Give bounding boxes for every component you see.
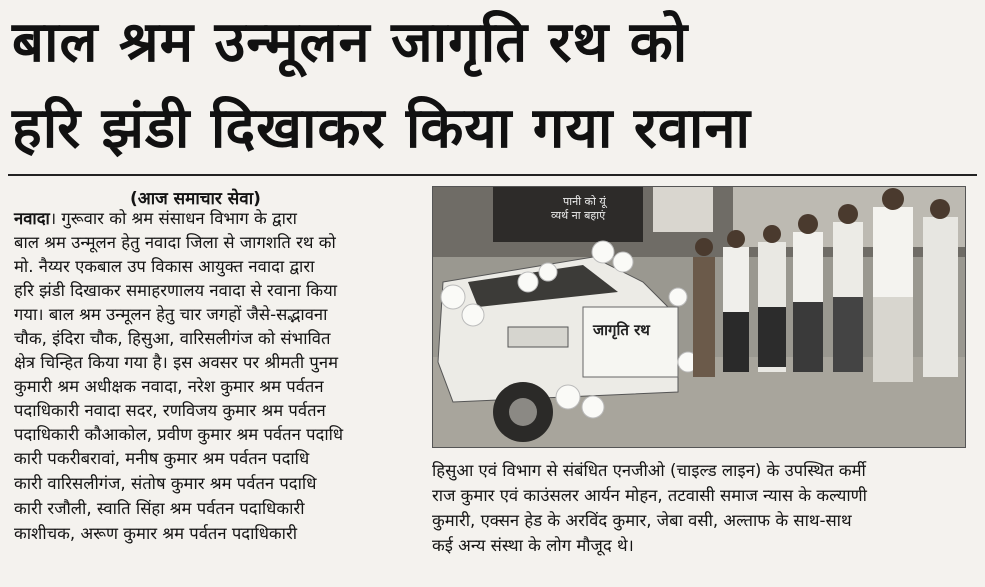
wall-text-2: व्यर्थ ना बहाएं — [551, 209, 606, 222]
news-credit: (आज समाचार सेवा) — [130, 189, 261, 209]
article-line: राज कुमार एवं काउंसलर आर्यन मोहन, तटवासी समाज न्यास के कल्याणी — [432, 486, 867, 505]
article-line: हिसुआ एवं विभाग से संबंधित एनजीओ (चाइल्ड लाइन) के उपस्थित कर्मी — [432, 461, 866, 480]
article-line: कुमारी, एक्सन हेड के अरविंद कुमार, जेबा वसी, अल्ताफ के साथ-साथ — [432, 511, 852, 530]
article-line: कई अन्य संस्था के लोग मौजूद थे। — [432, 536, 634, 555]
article-line: गया। बाल श्रम उन्मूलन हेतु चार जगहों जैसे-सद्भावना — [14, 305, 328, 324]
article-line: कारी पकरीबरावां, मनीष कुमार श्रम पर्वतन पदाधि — [14, 449, 310, 468]
news-photo — [432, 186, 966, 448]
headline-line-1: बाल श्रम उन्मूलन जागृति रथ को — [12, 10, 689, 75]
article-line: क्षेत्र चिन्हित किया गया है। इस अवसर पर श्रीमती पुनम — [14, 353, 338, 372]
article-line: हरि झंडी दिखाकर समाहरणालय नवादा से रवाना किया — [14, 281, 338, 300]
article-line: चौक, इंदिरा चौक, हिसुआ, वारिसलीगंज को संभावित — [14, 329, 331, 348]
headline-divider — [8, 174, 977, 176]
dateline: नवादा — [14, 209, 50, 228]
headline-line-2: हरि झंडी दिखाकर किया गया रवाना — [12, 96, 752, 161]
article-line: पदाधिकारी कौआकोल, प्रवीण कुमार श्रम पर्वतन पदाधि — [14, 425, 344, 444]
article-line: बाल श्रम उन्मूलन हेतु नवादा जिला से जागशति रथ को — [14, 233, 336, 252]
article-line: कारी वारिसलीगंज, संतोष कुमार श्रम पर्वतन पदाधि — [14, 474, 317, 493]
article-line: पदाधिकारी नवादा सदर, रणविजय कुमार श्रम पर्वतन — [14, 401, 326, 420]
article-line: काशीचक, अरूण कुमार श्रम पर्वतन पदाधिकारी — [14, 524, 298, 543]
article-line: कारी रजौली, स्वाति सिंहा श्रम पर्वतन पदाधिकारी — [14, 499, 305, 518]
rath-banner-text: जागृति रथ — [593, 321, 650, 339]
article-line: मो. नैय्यर एकबाल उप विकास आयुक्त नवादा द्वारा — [14, 257, 315, 276]
article-line: नवादा। गुरूवार को श्रम संसाधन विभाग के द्वारा — [14, 209, 297, 228]
wall-text-1: पानी को यूं — [563, 195, 606, 208]
article-line: कुमारी श्रम अधीक्षक नवादा, नरेश कुमार श्रम पर्वतन — [14, 377, 324, 396]
photo-scene — [433, 187, 965, 447]
next-article-cutoff — [0, 572, 985, 587]
